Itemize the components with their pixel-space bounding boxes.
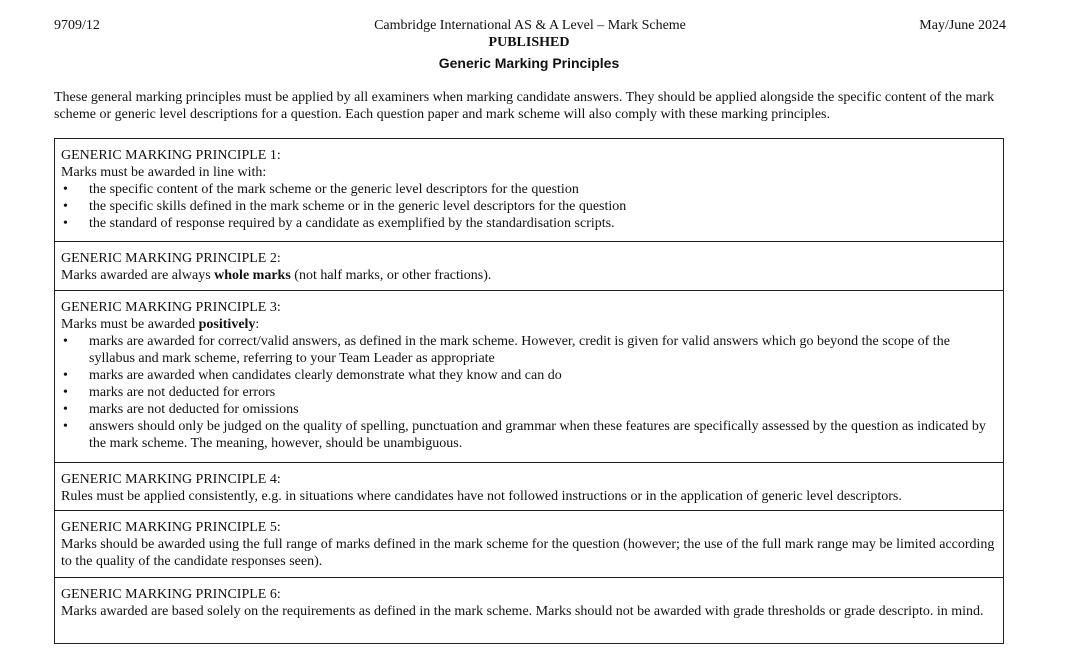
text-segment: Marks awarded are always <box>61 268 215 283</box>
principle-box-3 <box>54 291 1004 463</box>
principle-box-4 <box>54 463 1004 511</box>
page-header <box>54 17 1006 35</box>
principle-text <box>61 267 997 284</box>
principle-box-6 <box>54 578 1004 644</box>
list-item: • marks are awarded when candidates clearly demonstrate what they know and can do <box>61 367 997 384</box>
list-item: • marks are not deducted for errors <box>61 384 997 401</box>
list-item: • marks are not deducted for omissions <box>61 401 997 418</box>
principle-box-1 <box>54 139 1004 242</box>
principle-bullet-list <box>61 333 997 452</box>
list-item: • the standard of response required by a candidate as exemplified by the standardisation scripts. <box>61 215 997 232</box>
principle-heading: GENERIC MARKING PRINCIPLE 4: <box>61 472 281 487</box>
principle-intro: Marks must be awarded in line with: <box>61 165 267 180</box>
principle-text: Marks awarded are based solely on the requirements as defined in the mark scheme. Marks should not be awarded with grade thresholds or grade descripto. in mind. <box>61 604 984 619</box>
principle-heading: GENERIC MARKING PRINCIPLE 2: <box>61 251 281 266</box>
text-segment: : <box>255 317 260 332</box>
principle-bullet-list <box>61 181 997 232</box>
principle-heading: GENERIC MARKING PRINCIPLE 6: <box>61 587 281 602</box>
list-item: • the specific content of the mark scheme or the generic level descriptors for the question <box>61 181 997 198</box>
text-segment: Marks must be awarded <box>61 317 199 332</box>
list-item: • answers should only be judged on the quality of spelling, punctuation and grammar when these features are specifically assessed by the question as indicated by the mark scheme. The meaning, however, should be unambiguous. <box>61 418 997 452</box>
list-item: • marks are awarded for correct/valid answers, as defined in the mark scheme. However, credit is given for valid answers which go beyond the scope of the syllabus and mark scheme, referring to your Team Leader as appropriate <box>61 333 997 367</box>
emphasis-text: whole marks <box>214 268 291 283</box>
intro-paragraph: These general marking principles must be applied by all examiners when marking candidate answers. They should be applied alongside the specific content of the mark scheme or generic level descriptions for a question. Each question paper and mark scheme will also comply with these marking principles. <box>54 90 995 122</box>
principle-heading: GENERIC MARKING PRINCIPLE 5: <box>61 520 281 535</box>
published-label: PUBLISHED <box>488 35 570 50</box>
text-segment: (not half marks, or other fractions). <box>290 268 492 283</box>
exam-session: May/June 2024 <box>919 18 1006 33</box>
principle-intro <box>61 316 997 333</box>
principle-heading: GENERIC MARKING PRINCIPLE 1: <box>61 148 281 163</box>
section-title: Generic Marking Principles <box>438 55 620 71</box>
paper-code: 9709/12 <box>54 18 100 33</box>
principle-box-2 <box>54 242 1004 291</box>
header-title: Cambridge International AS & A Level – Mark Scheme <box>374 18 686 33</box>
principle-box-5 <box>54 511 1004 578</box>
principle-text: Rules must be applied consistently, e.g. in situations where candidates have not followed instructions or in the application of generic level descriptors. <box>61 489 902 504</box>
principle-heading: GENERIC MARKING PRINCIPLE 3: <box>61 300 281 315</box>
principles-table <box>54 138 1004 644</box>
principle-text: Marks should be awarded using the full range of marks defined in the mark scheme for the question (however; the use of the full mark range may be limited according to the quality of the candidate responses seen). <box>61 537 995 569</box>
emphasis-text: positively <box>198 317 256 332</box>
list-item: • the specific skills defined in the mark scheme or in the generic level descriptors for the question <box>61 198 997 215</box>
